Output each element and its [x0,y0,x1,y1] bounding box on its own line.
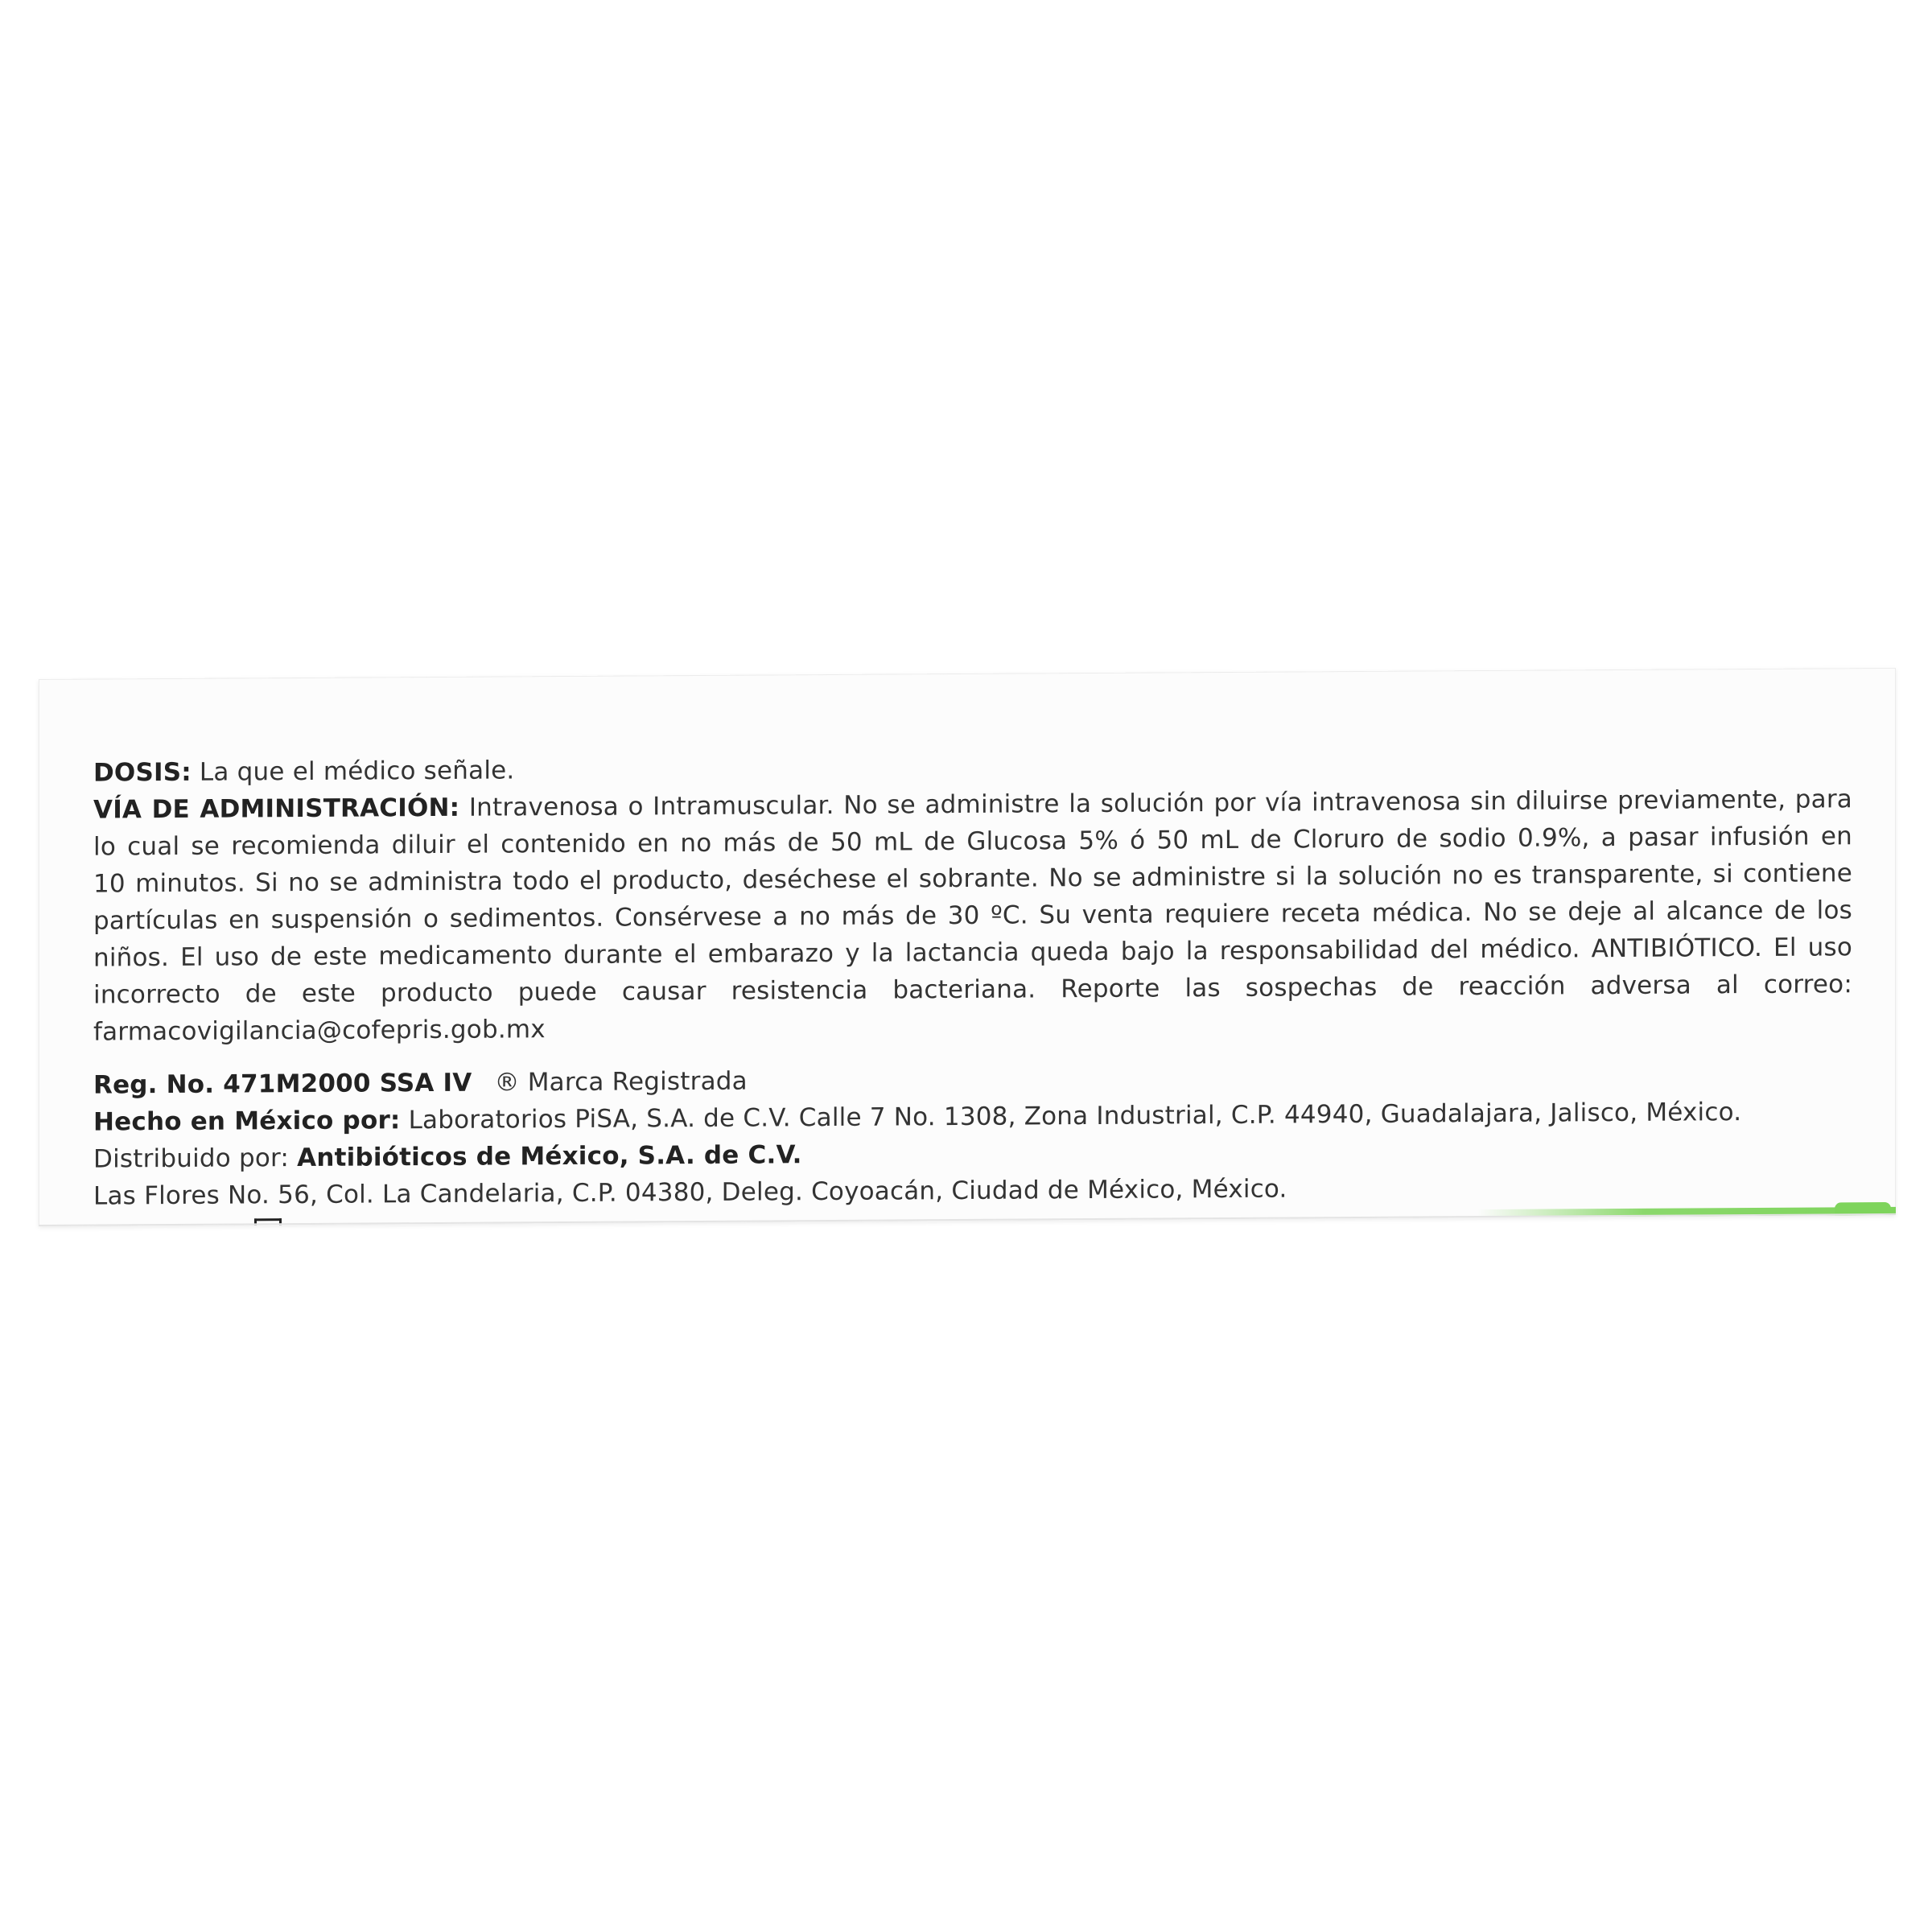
green-edge-mark [1835,1202,1891,1215]
via-label: VÍA DE ADMINISTRACIÓN: [93,793,460,825]
via-line-3: 10 minutos. Si no se administra todo el producto, deséchese el sobrante. No se administre si la solución no es transparente, si contiene [93,859,1852,899]
dosis-text: La que el médico señale. [191,756,515,787]
manufacturer-label: Hecho en México por: [93,1106,401,1137]
registered-trademark-text: ® Marca Registrada [494,1066,748,1098]
print-mark-square [254,1218,282,1226]
distributor-address: Las Flores No. 56, Col. La Candelaria, C.P. 04380, Deleg. Coyoacán, Ciudad de México, México. [93,1174,1287,1211]
via-line-4: partículas en suspensión o sedimentos. Consérvese a no más de 30 ºC. Su venta requiere receta médica. No se deje al alcance de los [93,896,1852,936]
via-line-6: incorrecto de este producto puede causar resistencia bacteriana. Reporte las sospechas de reacción adversa al correo: [93,970,1852,1010]
distributor-text: Distribuido por: [93,1143,298,1174]
green-edge-strip [1477,1207,1896,1217]
dosis-label: DOSIS: [93,757,192,788]
email-line: farmacovigilancia@cofepris.gob.mx [93,1015,546,1047]
via-line-5: niños. El uso de este medicamento durante el embarazo y la lactancia queda bajo la responsabilidad del médico. ANTIBIÓTICO. El uso [93,933,1852,973]
via-line-2: lo cual se recomienda diluir el contenido en no más de 50 mL de Glucosa 5% ó 50 mL de Cloruro de sodio 0.9%, a pasar infusión en [93,822,1852,862]
manufacturer-text: Laboratorios PiSA, S.A. de C.V. Calle 7 No. 1308, Zona Industrial, C.P. 44940, Guadalajara, Jalisco, México. [400,1098,1742,1135]
medicine-box-side-panel [39,668,1896,1226]
distributor-name: Antibióticos de México, S.A. de C.V. [297,1140,802,1173]
label-text-block [93,744,1852,1214]
via-text-1: Intravenosa o Intramuscular. No se administre la solución por vía intravenosa sin diluirse previamente, para [459,785,1852,822]
registration-number: Reg. No. 471M2000 SSA IV [93,1068,472,1100]
